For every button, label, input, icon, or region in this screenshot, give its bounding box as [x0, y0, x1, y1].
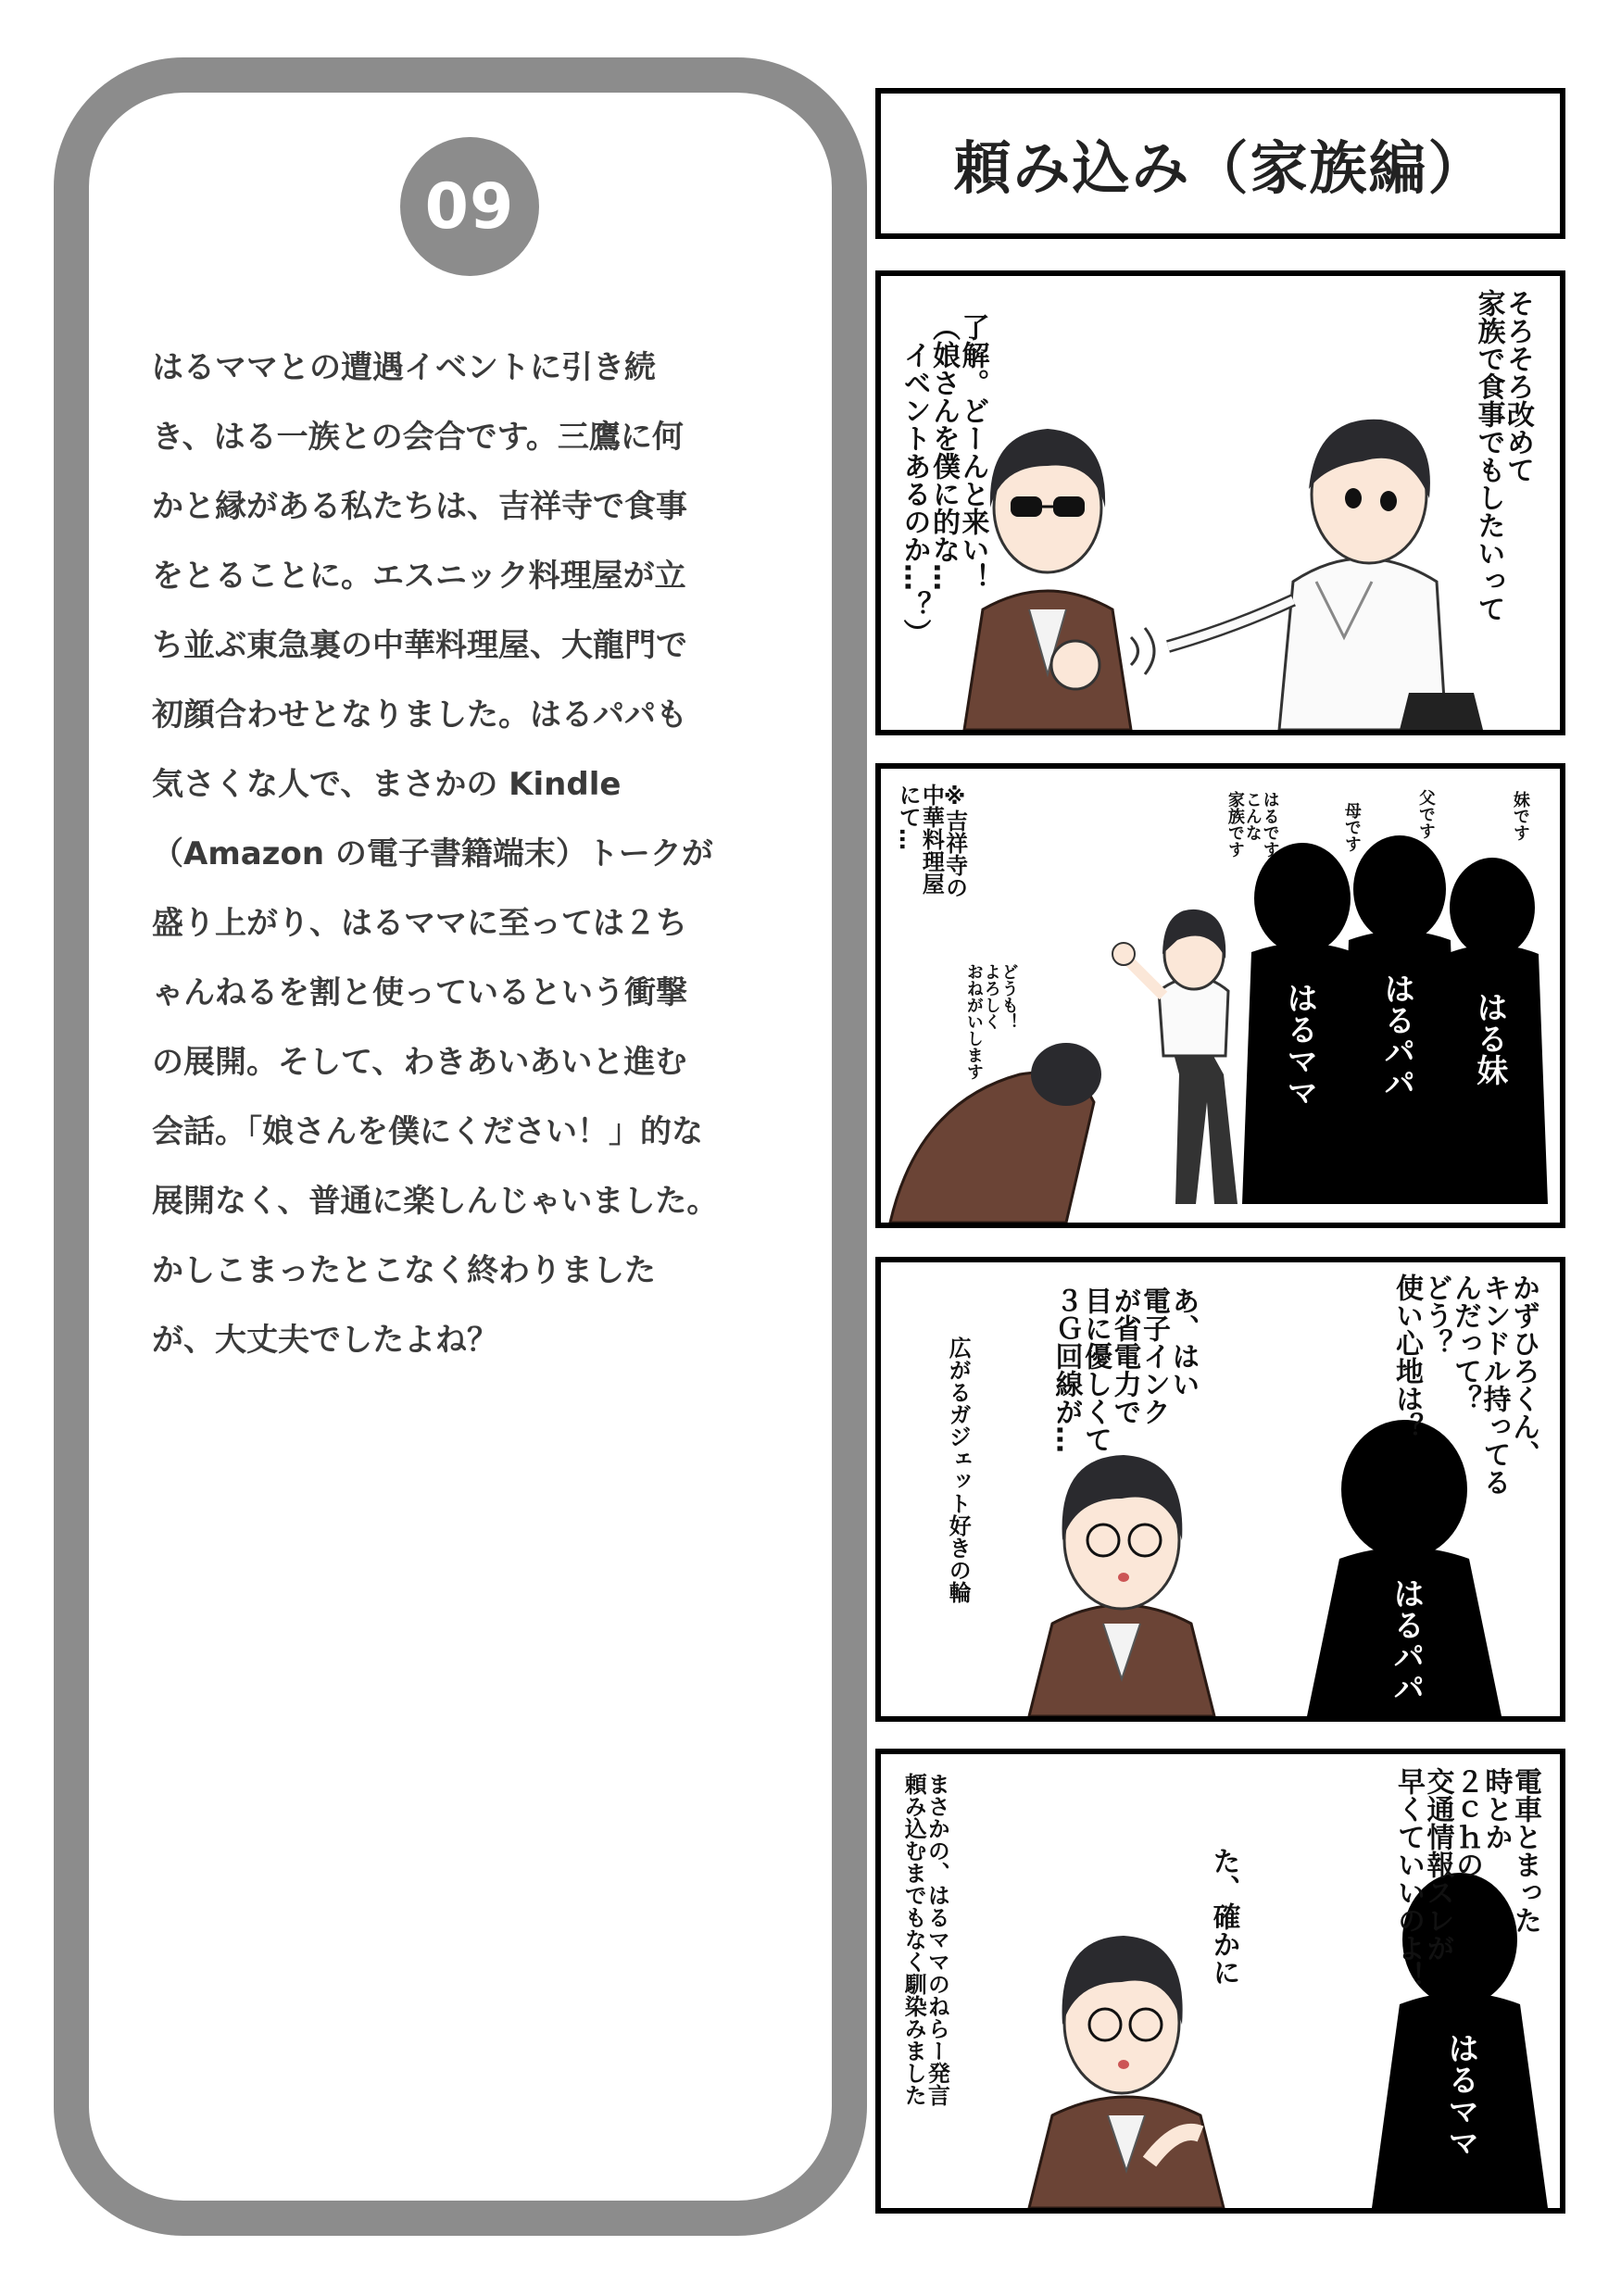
chapter-number-badge: 09: [400, 137, 539, 276]
mother-speech: 母です: [1341, 802, 1362, 852]
essay-line: かしこまったとこなく終わりました: [152, 1252, 656, 1289]
papa-speech: かずひろくん、 キンドル持ってる んだって？ どう？ 使い心地は？: [1390, 1273, 1539, 1496]
essay-line: をとることに。エスニック料理屋が立: [152, 558, 686, 595]
label-haru-papa: はるパパ: [1377, 972, 1415, 1098]
label-haru-mama: はるママ: [1441, 2032, 1479, 2158]
essay-line: 展開なく、普通に楽しんじゃいました。: [152, 1183, 719, 1220]
panel3-man-speech: あ、はい 電子インク が省電力で 目に優しくて ３Ｇ回線が…: [1049, 1286, 1200, 1453]
essay-line: ち並ぶ東急裏の中華料理屋、大龍門で: [152, 627, 687, 664]
panel4-man-speech: た、確かに: [1207, 1847, 1240, 1986]
essay-line: ゃんねるを割と使っているという衝撃: [152, 974, 687, 1011]
essay-line: （Amazon の電子書籍端末）トークが: [152, 835, 713, 872]
panel2-narration: ※吉祥寺の 中華料理屋 にて…: [895, 784, 968, 898]
essay-line: が、大丈夫でしたよね？: [152, 1322, 498, 1359]
haru-speech: はるです こんな 家族です: [1225, 791, 1280, 858]
bowing-man-speech: どうも！ よろしく おねがいします: [963, 963, 1019, 1080]
man-figure: [1029, 1936, 1224, 2208]
comic-title: 頼み込み（家族編）: [953, 134, 1488, 202]
panel1-woman-speech: そろそろ改めて 家族で食事でもしたいって: [1472, 289, 1534, 622]
essay-line: 気さくな人で、まさかの Kindle: [152, 766, 622, 803]
essay-line: 会話。「娘さんを僕にください！」的な: [152, 1113, 703, 1150]
man-figure: [964, 429, 1154, 730]
woman-figure: [1168, 420, 1483, 730]
mama-speech: 電車とまった 時とか ２ｃｈの 交通情報スレが 早くていいのよ！: [1392, 1767, 1541, 1989]
comic-panel-2: [875, 763, 1565, 1228]
essay-text: [152, 333, 763, 1375]
comic-panel-4: [875, 1749, 1565, 2214]
sister-speech: 妹です: [1510, 791, 1530, 841]
essay-line: はるママとの遭遇イベントに引き続: [152, 349, 656, 386]
father-speech: 父です: [1415, 789, 1436, 839]
essay-line: 盛り上がり、はるママに至っては２ち: [152, 905, 687, 942]
comic-panel-3: [875, 1257, 1565, 1722]
label-haru-papa: はるパパ: [1387, 1577, 1425, 1703]
label-haru-mama: はるママ: [1280, 982, 1318, 1108]
panel3-caption: 広がるガジェット好きの輪: [945, 1336, 972, 1603]
comic-title-box: [875, 88, 1565, 239]
label-haru-sister: はる妹: [1470, 991, 1508, 1085]
essay-line: の展開。そして、わきあいあいと進む: [152, 1044, 687, 1081]
man-figure: [1029, 1455, 1214, 1716]
essay-line: かと縁がある私たちは、吉祥寺で食事: [152, 488, 687, 525]
panel4-caption: まさかの、はるママのねらー発言 頼み込むまでもなく馴染みました: [900, 1773, 950, 2106]
panel1-man-speech: 了解。どーんと来い！ （娘さんを僕に的な… イベントあるのか…？）: [898, 313, 989, 646]
essay-line: 初顔合わせとなりました。はるパパも: [152, 696, 687, 734]
comic-panel-1: [875, 270, 1565, 735]
haru-figure: [1112, 910, 1238, 1204]
essay-line: き、はる一族との会合です。三鷹に何: [152, 419, 684, 456]
